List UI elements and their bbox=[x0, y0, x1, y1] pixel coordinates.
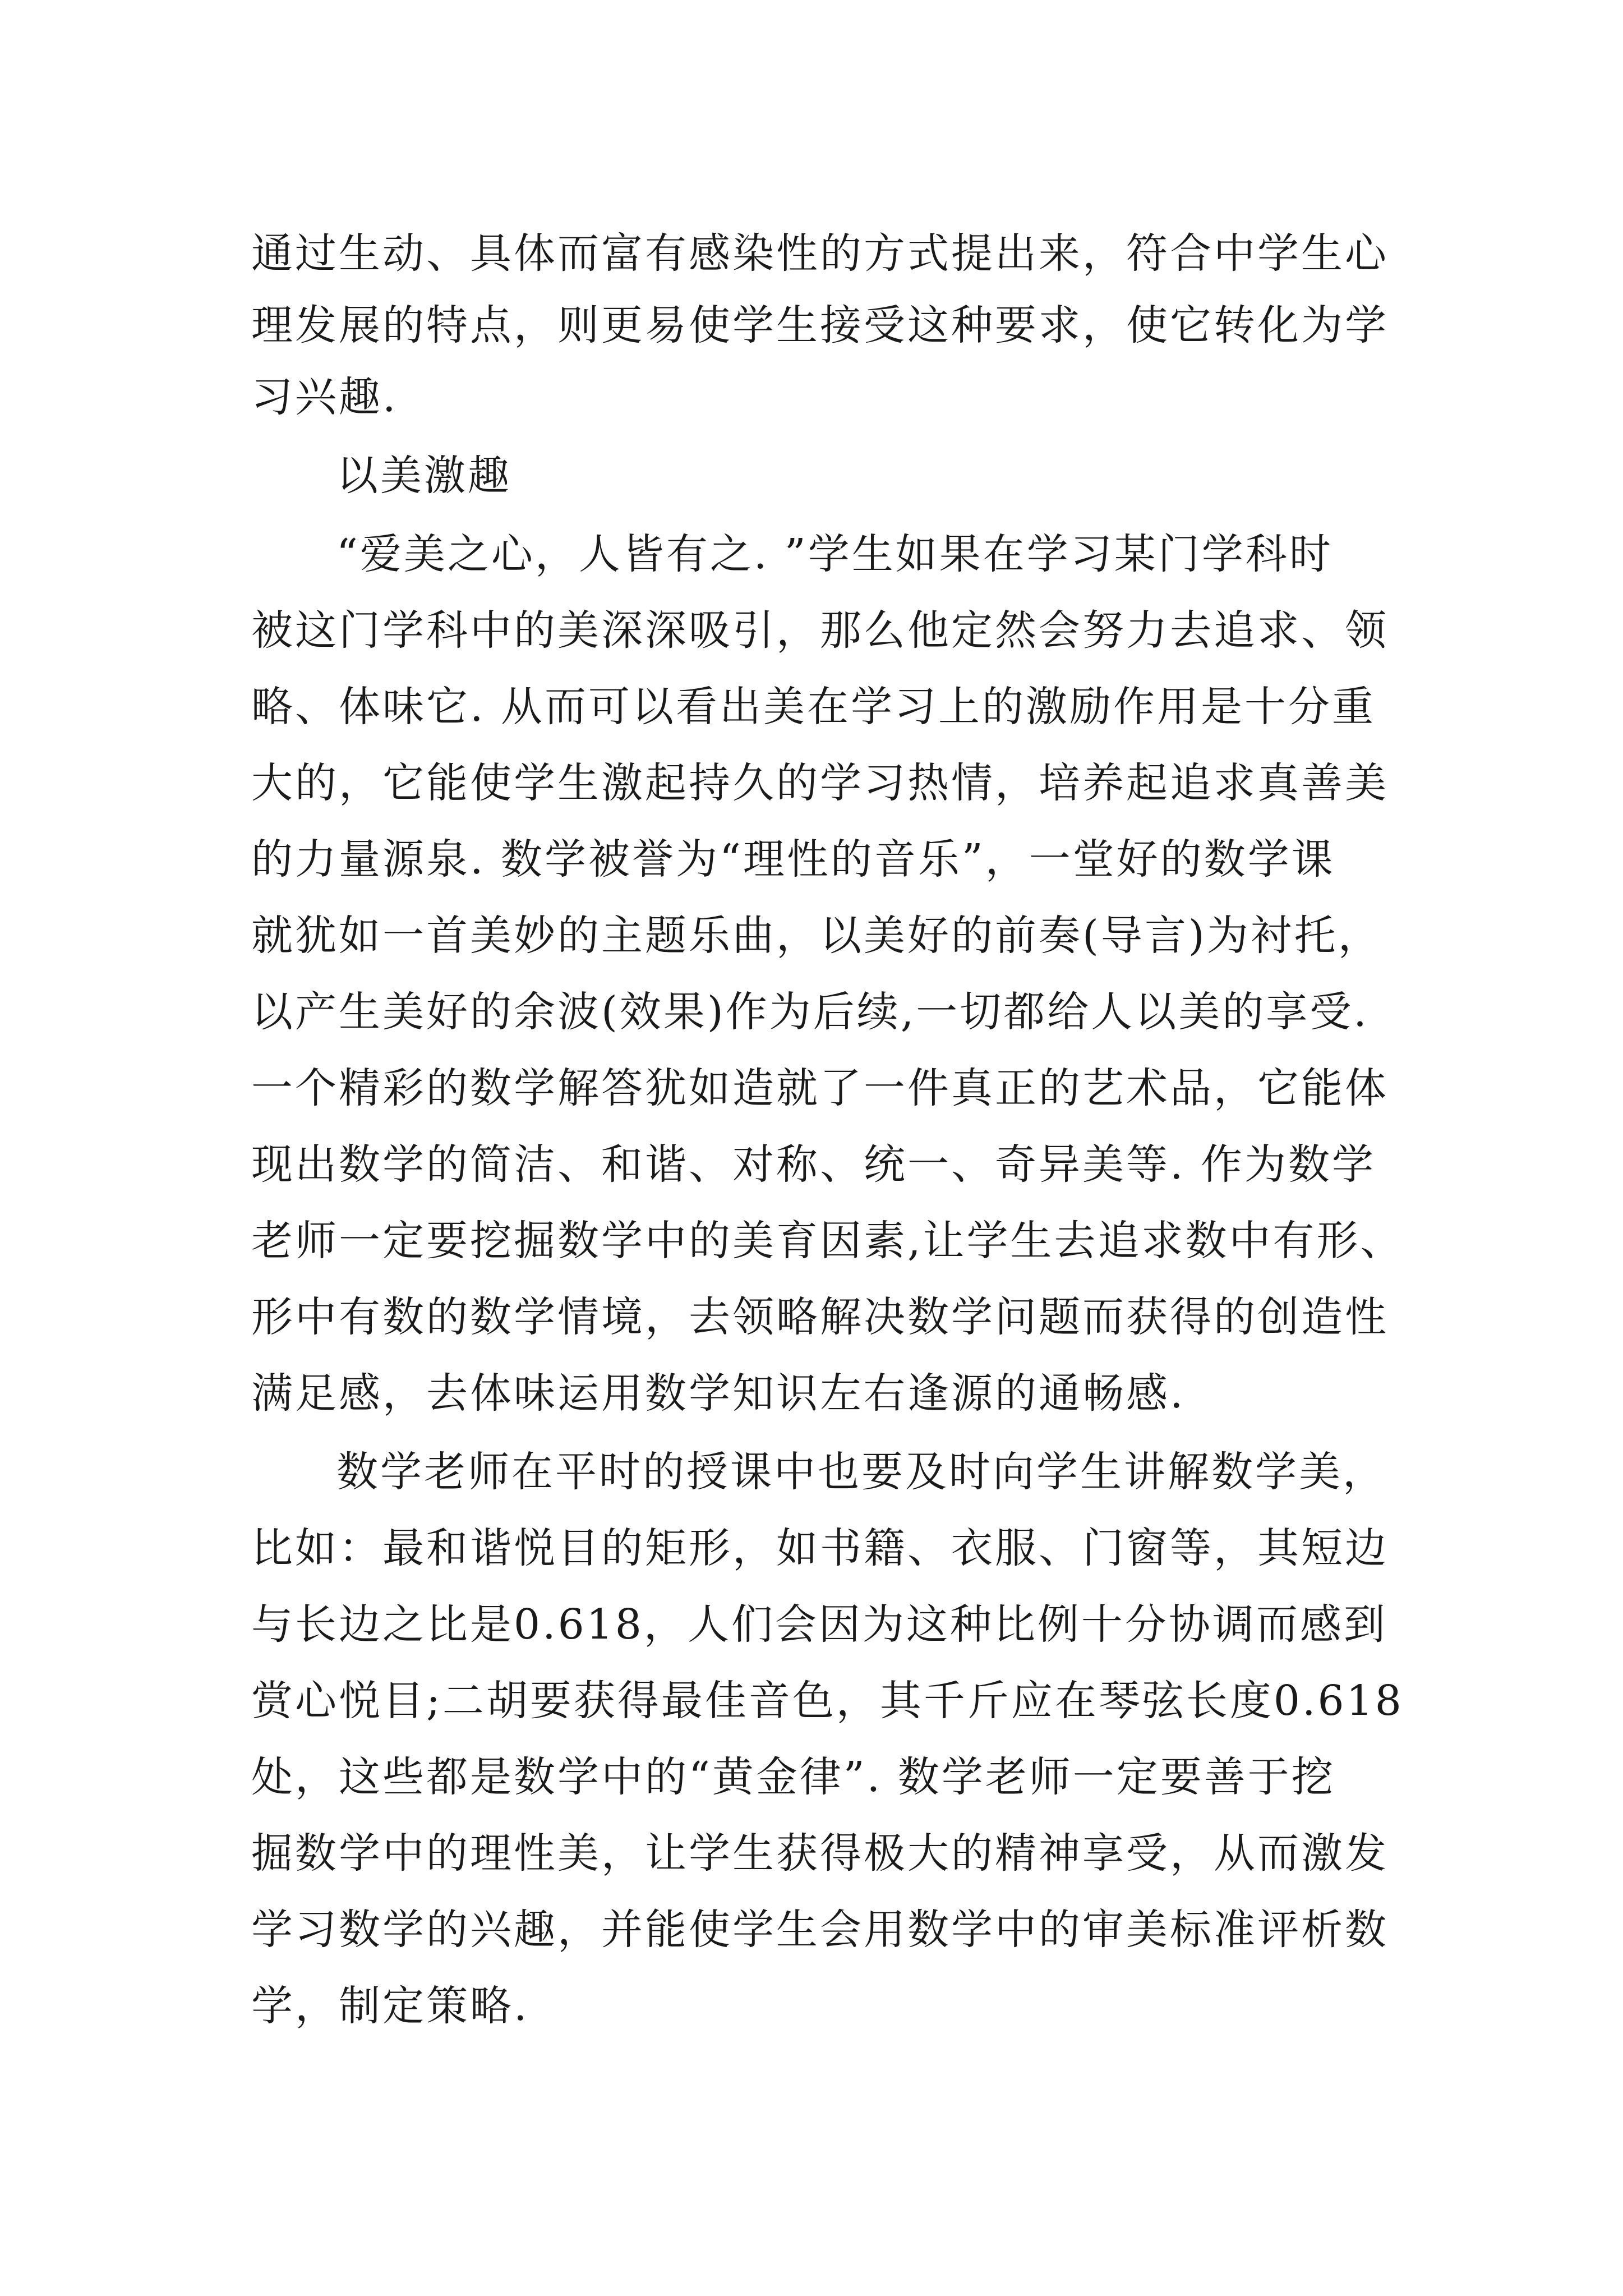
body-text-line: 形中有数的数学情境，去领略解决数学问题而获得的创造性 bbox=[251, 1293, 1389, 1341]
body-text-line: 与长边之比是0.618，人们会因为这种比例十分协调而感到 bbox=[251, 1600, 1387, 1649]
body-text-line: “爱美之心，人皆有之. ”学生如果在学习某门学科时 bbox=[336, 530, 1333, 578]
body-text-line: 的力量源泉. 数学被誉为“理性的音乐”，一堂好的数学课 bbox=[251, 835, 1335, 884]
body-text-line: 就犹如一首美妙的主题乐曲，以美好的前奏(导言)为衬托， bbox=[251, 912, 1382, 960]
section-heading: 以美激趣 bbox=[336, 452, 511, 500]
body-text-line: 赏心悦目;二胡要获得最佳音色，其千斤应在琴弦长度0.618 bbox=[251, 1677, 1404, 1725]
body-text-line: 学习数学的兴趣，并能使学生会用数学中的审美标准评析数 bbox=[251, 1906, 1389, 1954]
body-text-line: 现出数学的简洁、和谐、对称、统一、奇异美等. 作为数学 bbox=[251, 1140, 1376, 1189]
body-text-line: 比如：最和谐悦目的矩形，如书籍、衣服、门窗等，其短边 bbox=[251, 1524, 1389, 1572]
body-text-line: 数学老师在平时的授课中也要及时向学生讲解数学美， bbox=[336, 1448, 1386, 1496]
body-text-line: 一个精彩的数学解答犹如造就了一件真正的艺术品，它能体 bbox=[251, 1064, 1389, 1112]
body-text-line: 习兴趣. bbox=[251, 373, 398, 421]
body-text-line: 通过生动、具体而富有感染性的方式提出来，符合中学生心 bbox=[251, 229, 1389, 278]
body-text-line: 大的，它能使学生激起持久的学习热情，培养起追求真善美 bbox=[251, 759, 1389, 807]
body-text-line: 满足感，去体味运用数学知识左右逢源的通畅感. bbox=[251, 1369, 1186, 1418]
body-text-line: 处，这些都是数学中的“黄金律”. 数学老师一定要善于挖 bbox=[251, 1753, 1335, 1801]
body-text-line: 以产生美好的余波(效果)作为后续,一切都给人以美的享受. bbox=[251, 988, 1369, 1036]
body-text-line: 掘数学中的理性美，让学生获得极大的精神享受，从而激发 bbox=[251, 1829, 1389, 1878]
body-text-line: 学，制定策略. bbox=[251, 1982, 529, 2030]
body-text-line: 略、体味它. 从而可以看出美在学习上的激励作用是十分重 bbox=[251, 683, 1376, 731]
body-text-line: 理发展的特点，则更易使学生接受这种要求，使它转化为学 bbox=[251, 301, 1389, 349]
body-text-line: 被这门学科中的美深深吸引，那么他定然会努力去追求、领 bbox=[251, 606, 1389, 655]
body-text-line: 老师一定要挖掘数学中的美育因素,让学生去追求数中有形、 bbox=[251, 1217, 1404, 1265]
